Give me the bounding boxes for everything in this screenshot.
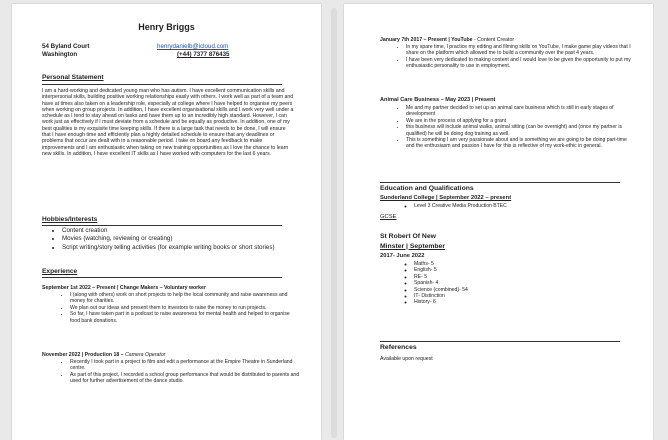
job-bullets <box>60 359 300 385</box>
college-items <box>404 203 614 209</box>
hobbies-list <box>52 227 292 252</box>
list-item: ◦ English- 5 <box>414 267 472 273</box>
list-item: • Script writing/story telling activities (for example writing books or short stories) <box>62 244 292 252</box>
list-item: • Me and my partner decided to set up an animal care business which is still in early stages of development <box>406 105 631 118</box>
job-title: Animal Care Business – May 2023 | Present <box>380 97 496 103</box>
list-item: • As part of this project, I recorded a school group performance that would be distributed to parents and used for further advertisement of the dance studio. <box>70 372 300 385</box>
list-item: ◦ RE- 5 <box>414 274 472 280</box>
list-item: • Recently I took part in a project to film and edit a performance at the Empire Theatre in Sunderland centre. <box>70 359 300 372</box>
list-item: • this business will include animal walks, animal sitting (can be overnight) and (once my partner is qualified) he will be doing dog training as well. <box>406 124 631 137</box>
list-item: ◦ Maths- 5 <box>414 261 472 267</box>
section-divider <box>42 277 282 278</box>
experience-heading: Experience <box>42 268 78 275</box>
job-role: Camera Operator <box>125 352 166 358</box>
list-item: • Movies (watching, reviewing or creating) <box>62 235 292 243</box>
scrollbar[interactable] <box>331 8 337 438</box>
hobbies-heading: Hobbies/Interests <box>42 216 98 223</box>
email-link[interactable]: henrydanielb@icloud.com <box>157 43 229 50</box>
school-name: St Robert Of New <box>380 233 436 240</box>
phone-number: (+44) 7377 876435 <box>177 51 230 58</box>
job-role: - Content Creator <box>474 37 515 43</box>
list-item: ◦ Level 3 Creative Media Production BTEC <box>414 203 614 209</box>
section-divider <box>42 84 282 85</box>
section-divider <box>380 182 620 183</box>
list-item: • This is something I am very passionate about and is something we are going to be doing part-time and the enthusiasm and passion I have for this is reflective of my work-ethic in general. <box>406 137 631 150</box>
job-title <box>380 37 640 44</box>
job-title-text: January 7th 2017 – Present | YouTube <box>380 37 473 43</box>
personal-statement-body: I am a hard-working and dedicated young man who has autism. I have excellent communication skills and interpersonal skills, building positive working relationships easily with others. I work well as part of a team and have at times also taken on a leadership role, especially at college where I have helped to organise my peers when working on group projects. In addition, I have excellent organisational skills and I work very well under a schedule as I tend to stay ahead on tasks and have them up to an incredibly high standard. However, I can work just as effectively if I must deviate from a schedule and be equally as productive. In addition, one of my best qualities is my exquisite time keeping skills. If there is a large task that needs to be done, I will ensure that I have enough time and efficiently plan a highly detailed schedule to ensure that any deadlines or problems that occur are dealt with in a reasonable period. I take on board any feedback to make improvements and I am enthusiastic when taking on new training opportunities as I love the chance to learn new skills. In addition, I have excellent IT skills as I have worked with computers for the last 6 years. <box>42 88 294 157</box>
job-bullets <box>396 105 631 150</box>
school-name: Minster | September <box>380 243 445 250</box>
list-item: • I (along with others) work on short projects to help the local community and raise awareness and money for charities. <box>70 292 300 305</box>
list-item: ◦ Spanish- 4 <box>414 280 472 286</box>
job-bullets <box>60 292 300 324</box>
list-item: • I have been very dedicated to making content and I would love to be given the opportunity to put my enthusiastic personality to use in employment. <box>406 57 631 70</box>
job-title-text: November 2022 | Production 18 – <box>42 352 124 358</box>
address-line-2: Washington <box>42 51 78 58</box>
list-item: ◦ History- 6 <box>414 299 472 305</box>
job-title <box>42 352 302 359</box>
section-divider <box>380 341 620 342</box>
address-line-1: 54 Byland Court <box>42 43 90 50</box>
list-item: • Content creation <box>62 227 292 235</box>
list-item: ◦ IT- Distinction <box>414 293 472 299</box>
list-item: • We are in the process of applying for a grant <box>406 118 631 124</box>
school-dates: 2017- June 2022 <box>380 253 425 259</box>
job-title: September 1st 2022 – Present | Change Makers – Voluntary worker <box>42 285 206 291</box>
page-2 <box>344 4 653 440</box>
candidate-name: Henry Briggs <box>138 22 195 32</box>
page-1 <box>12 4 321 440</box>
list-item: • In my spare time, I practice my editing and filming skills on YouTube, I make game play videos that I share on the platform which allowed me to build a community over the past 4 years. <box>406 44 631 57</box>
college-line: Sunderland College | September 2022 – present <box>380 195 512 201</box>
education-heading: Education and Qualifications <box>380 185 474 192</box>
list-item: • We plan out our ideas and present them to investors to raise the money to run projects. <box>70 305 300 311</box>
personal-statement-heading: Personal Statement <box>42 74 104 81</box>
section-divider <box>42 225 282 226</box>
references-heading: References <box>380 344 417 351</box>
job-bullets <box>396 44 631 70</box>
references-text: Available upon request <box>380 356 433 362</box>
gcse-label: GCSE <box>380 214 397 220</box>
gcse-grades <box>404 261 472 306</box>
list-item: ◦ Science (combined)- 54 <box>414 287 472 293</box>
list-item: • So far, I have taken part in a podcast to raise awareness for mental health and helped to organise food bank donations. <box>70 311 300 324</box>
